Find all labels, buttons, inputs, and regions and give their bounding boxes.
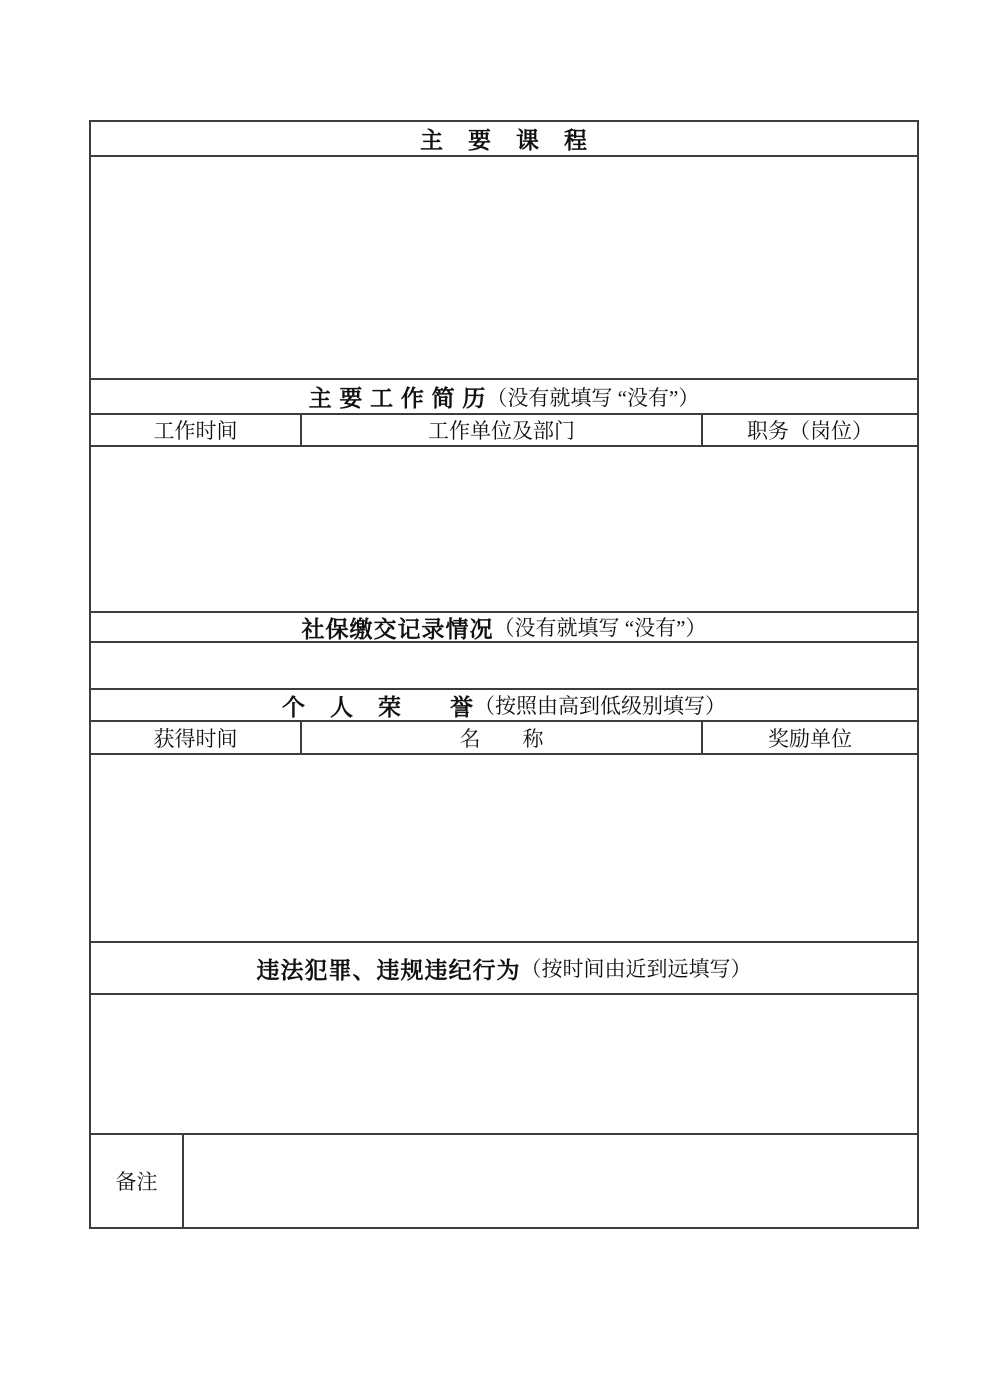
honors-column-header-awarder: 奖励单位 bbox=[768, 726, 852, 751]
section-violations-header bbox=[91, 943, 917, 995]
section-violations-title: 违法犯罪、违规违纪行为 bbox=[256, 957, 521, 983]
section-honors-title: 个 人 荣 誉 bbox=[282, 694, 474, 720]
section-social-title: 社保缴交记录情况 bbox=[301, 616, 494, 642]
honors-fill-in-area bbox=[91, 755, 917, 943]
work-columns-header-row bbox=[91, 415, 917, 447]
remarks-label: 备注 bbox=[91, 1135, 184, 1227]
work-column-header-unit: 工作单位及部门 bbox=[302, 415, 703, 445]
section-work-note: （没有就填写 “没有”） bbox=[486, 385, 700, 410]
section-violations-note: （按时间由近到远填写） bbox=[520, 957, 752, 981]
honors-columns-header-row bbox=[91, 722, 917, 755]
work-fill-in-area bbox=[91, 447, 917, 613]
work-column-header-time: 工作时间 bbox=[91, 415, 302, 445]
courses-fill-in-area bbox=[91, 157, 917, 380]
remarks-row bbox=[91, 1135, 917, 1227]
section-work-header bbox=[91, 380, 917, 415]
section-courses-title: 主 要 课 程 bbox=[420, 128, 588, 153]
remarks-fill-in-area bbox=[184, 1135, 917, 1227]
personnel-form-table bbox=[89, 120, 919, 1229]
section-courses-header bbox=[91, 122, 917, 157]
section-social-note: （没有就填写 “没有”） bbox=[493, 616, 707, 640]
honors-column-header-time: 获得时间 bbox=[91, 722, 302, 753]
section-honors-header bbox=[91, 690, 917, 722]
section-social-header bbox=[91, 613, 917, 643]
social-fill-in-area bbox=[91, 643, 917, 690]
section-work-title: 主 要 工 作 简 历 bbox=[308, 386, 487, 411]
section-honors-note: （按照由高到低级别填写） bbox=[474, 694, 726, 718]
violations-fill-in-area bbox=[91, 995, 917, 1135]
honors-column-header-name: 名 称 bbox=[302, 722, 703, 753]
work-column-header-position: 职务（岗位） bbox=[747, 419, 873, 443]
